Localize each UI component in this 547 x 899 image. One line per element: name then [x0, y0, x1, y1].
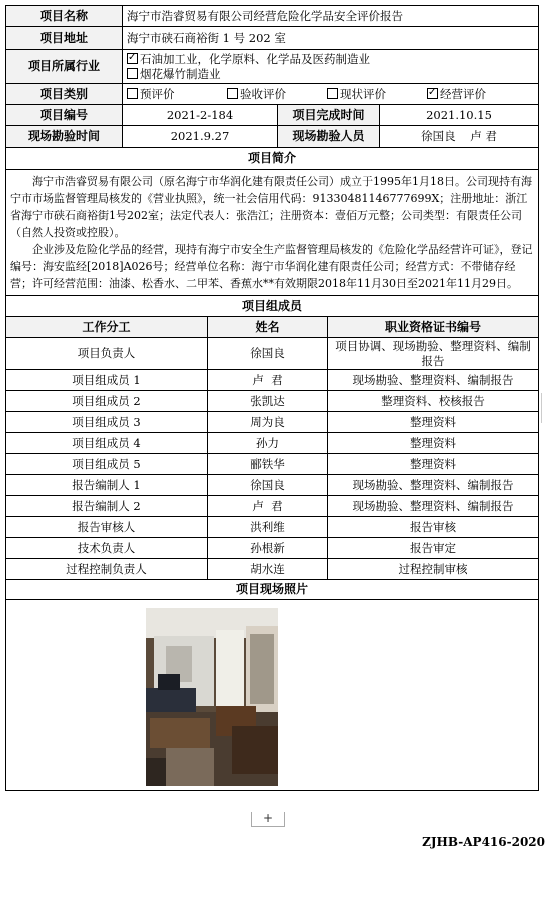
team-table	[5, 295, 539, 791]
project-complete-value: 2021.10.15	[380, 105, 539, 126]
checkbox-unchecked-icon[interactable]	[127, 88, 138, 99]
add-row-button[interactable]: +	[251, 812, 285, 827]
table-row: 项目组成员 4 孙力 整理资料	[6, 433, 539, 454]
project-industry-options	[123, 50, 539, 84]
project-number-value: 2021-2-184	[123, 105, 278, 126]
category-option-pre[interactable]: 预评价	[127, 87, 227, 102]
scrollbar-edge	[541, 393, 547, 423]
project-complete-label: 项目完成时间	[278, 105, 380, 126]
team-header-role: 工作分工	[6, 317, 208, 338]
photo-cell	[6, 600, 539, 791]
site-photo	[146, 608, 278, 786]
project-category-label: 项目类别	[6, 84, 123, 105]
team-section-title: 项目组成员	[6, 296, 539, 317]
category-option-business[interactable]: ✓ 经营评价	[427, 87, 517, 102]
survey-staff-value: 徐国良 卢 君	[380, 126, 539, 148]
table-row: 项目负责人 徐国良 项目协调、现场勘验、整理资料、编制报告	[6, 338, 539, 370]
photo-section-title: 项目现场照片	[6, 580, 539, 600]
checkbox-unchecked-icon[interactable]	[227, 88, 238, 99]
industry-option-1[interactable]: ✓石油加工业，化学原料、化学品及医药制造业	[127, 52, 534, 67]
project-address-label: 项目地址	[6, 27, 123, 50]
table-row: 技术负责人 孙根新 报告审定	[6, 538, 539, 559]
table-row: 项目组成员 2 张凯达 整理资料、校核报告	[6, 391, 539, 412]
table-row: 报告编制人 2 卢 君 现场勘验、整理资料、编制报告	[6, 496, 539, 517]
checkbox-unchecked-icon[interactable]	[127, 68, 138, 79]
project-name-value: 海宁市浩睿贸易有限公司经营危险化学品安全评价报告	[123, 6, 539, 27]
industry-option-2[interactable]: 烟花爆竹制造业	[127, 67, 534, 82]
survey-time-label: 现场勘验时间	[6, 126, 123, 148]
intro-paragraph-2: 企业涉及危险化学品的经营，现持有海宁市安全生产监督管理局核发的《危险化学品经营许可证》，登记编号：海安监经[2018]A026号；经营单位名称：海宁市华润化建有限责任公司；经营方式：不带储存经营；许可经营范围：油漆、松香水、二甲苯、香蕉水**有效期限2018年11月30日至2021年11月29日。	[10, 243, 533, 290]
category-option-status[interactable]: 现状评价	[327, 87, 427, 102]
project-category-options	[123, 84, 539, 105]
intro-body	[6, 170, 539, 296]
project-industry-label: 项目所属行业	[6, 50, 123, 84]
table-row: 项目组成员 5 郦铁华 整理资料	[6, 454, 539, 475]
project-number-label: 项目编号	[6, 105, 123, 126]
intro-section-title: 项目简介	[6, 148, 539, 170]
document-code: ZJHB-AP416-2020	[422, 835, 545, 849]
intro-paragraph-1: 海宁市浩睿贸易有限公司（原名海宁市华润化建有限责任公司）成立于1995年1月18日。公司现持有海宁市市场监督管理局核发的《营业执照》，统一社会信用代码：91330481146777699X；注册地址：浙江省海宁市硖石商裕街1号202室；法定代表人：张浩江；注册资本：壹佰万元整；公司类型：有限责任公司（自然人投资或控股）。	[10, 175, 532, 239]
checkbox-unchecked-icon[interactable]	[327, 88, 338, 99]
checkbox-checked-icon[interactable]	[127, 53, 138, 64]
team-header-name: 姓名	[208, 317, 328, 338]
table-row: 过程控制负责人 胡水连 过程控制审核	[6, 559, 539, 580]
survey-time-value: 2021.9.27	[123, 126, 278, 148]
table-row: 项目组成员 3 周为良 整理资料	[6, 412, 539, 433]
checkbox-checked-icon[interactable]	[427, 88, 438, 99]
project-info-table	[5, 5, 539, 296]
team-header-cert: 职业资格证书编号	[328, 317, 539, 338]
table-row: 报告审核人 洪利维 报告审核	[6, 517, 539, 538]
table-row: 报告编制人 1 徐国良 现场勘验、整理资料、编制报告	[6, 475, 539, 496]
evaluation-form	[5, 5, 538, 791]
survey-staff-label: 现场勘验人员	[278, 126, 380, 148]
project-name-label: 项目名称	[6, 6, 123, 27]
project-address-value: 海宁市硖石商裕街 1 号 202 室	[123, 27, 539, 50]
category-option-acceptance[interactable]: 验收评价	[227, 87, 327, 102]
table-row: 项目组成员 1 卢 君 现场勘验、整理资料、编制报告	[6, 370, 539, 391]
